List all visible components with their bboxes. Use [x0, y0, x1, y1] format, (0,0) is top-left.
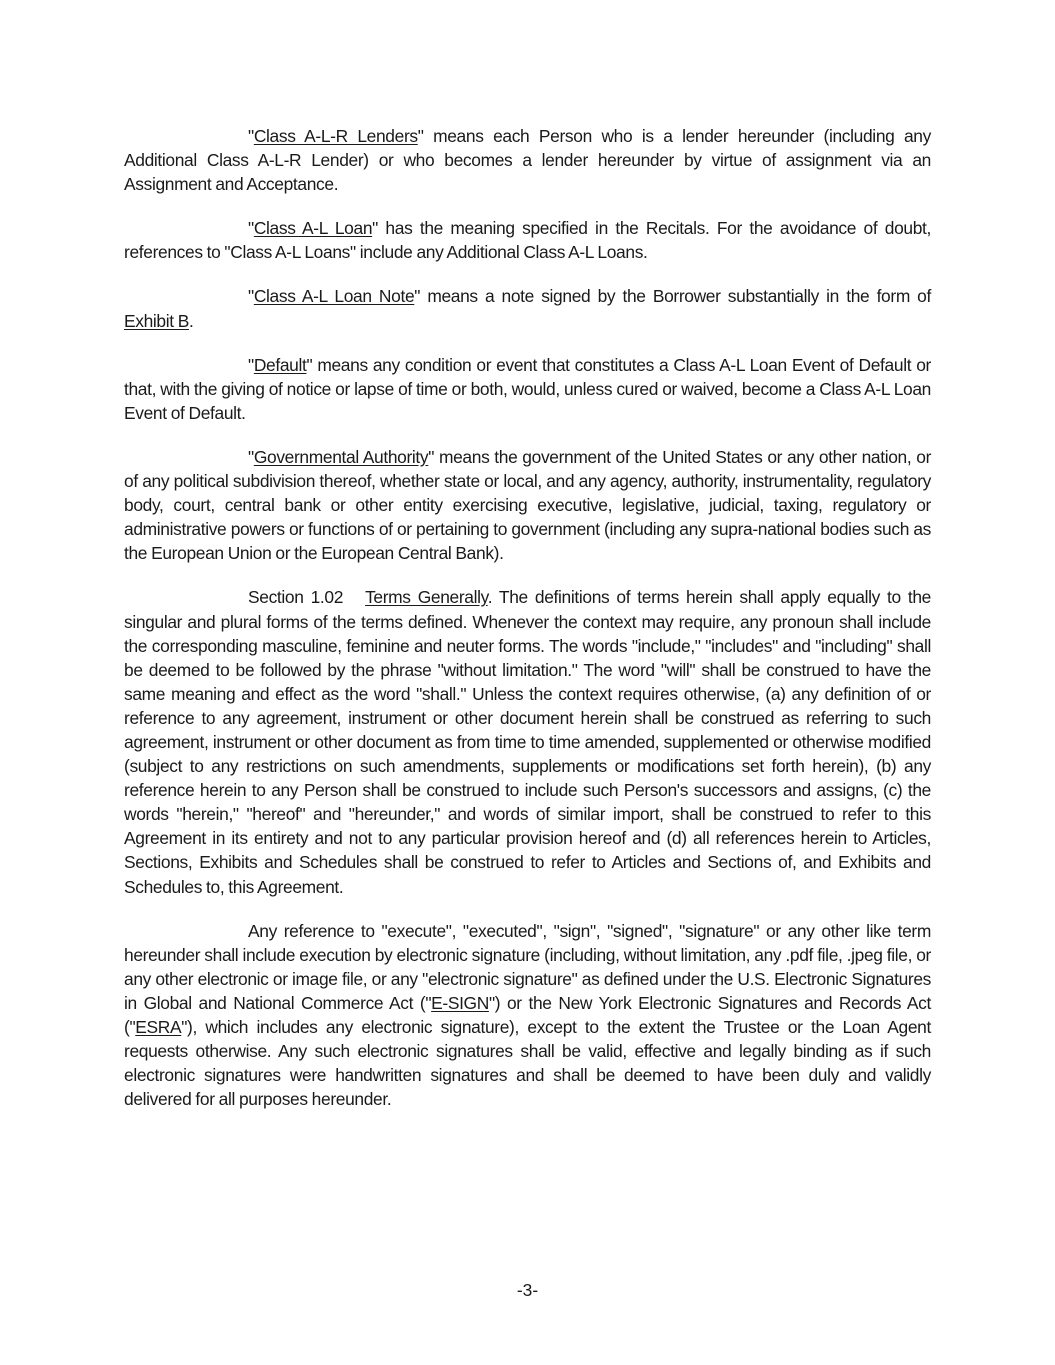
- quote-open: ": [248, 126, 254, 146]
- section-number: Section 1.02: [248, 587, 344, 608]
- definition-tail: .: [188, 310, 194, 331]
- page-number: -3-: [516, 1280, 539, 1300]
- section-body: . The definitions of terms herein shall apply equally to the singular and plural forms of the terms defined. Whenever the context may require, any pronoun shall include the corresponding masculine, feminine and neuter forms. The words "include," "includes" and "including" shall be deemed to be followed by the phrase "without limitation." The word "will" shall be construed to have the same meaning and effect as the word "shall." Unless the context requires otherwise, (a) any definition of or reference to any agreement, instrument or other document herein shall be construed as referring to such agreement, instrument or other document as from time to time amended, supplemented or otherwise modified (subject to any restrictions on such amendments, supplements or modifications set forth herein), (b) any reference herein to any Person shall be construed to include such Person's successors and assigns, (c) the words "herein," "hereof" and "hereunder," and words of similar import, shall be construed to refer to this Agreement in its entirety and not to any particular provision hereof and (d) all references herein to Articles, Sections, Exhibits and Schedules shall be construed to refer to Articles and Sections of, and Exhibits and Schedules to, this Agreement.: [124, 587, 931, 897]
- definition-default: [124, 353, 931, 425]
- definition-governmental-authority: [124, 445, 931, 565]
- defined-term: Class A-L Loan Note: [253, 286, 415, 307]
- section-1-02: [124, 585, 931, 898]
- definition-class-a-l-loan-note: [124, 284, 931, 332]
- definition-class-a-l-loan: [124, 216, 931, 264]
- definition-text: " means any condition or event that constitutes a Class A-L Loan Event of Default or that, with the giving of notice or lapse of time or both, would, unless cured or waived, become a Class A-L Loan Event of Default.: [124, 354, 931, 423]
- defined-term: Governmental Authority: [253, 446, 429, 467]
- esign-text-1: Any reference to "execute", "executed", "sign", "signed", "signature" or any other like term hereunder shall include execution by electronic signature (including, without limitation, any .pdf file, .jpeg file, or any other electronic or image file, or any "electronic signature" as defined under the U.S. Electronic Signatures in Global and National Commerce Act (": [124, 920, 931, 1013]
- exhibit-reference: Exhibit B: [124, 310, 189, 331]
- quote-open: ": [248, 446, 254, 467]
- esign-text-3: "), which includes any electronic signature), except to the extent the Trustee or the Loan Agent requests otherwise. Any such electronic signatures shall be valid, effective and legally binding as if such electronic signatures were handwritten signatures and shall be deemed to have been duly and validly delivered for all purposes hereunder.: [124, 1017, 931, 1110]
- defined-term: Default: [253, 354, 307, 375]
- quote-open: ": [248, 286, 254, 307]
- electronic-signature-paragraph: [124, 919, 931, 1112]
- definition-class-a-l-r-lenders: [124, 124, 931, 196]
- definition-text: " means a note signed by the Borrower substantially in the form of: [414, 286, 931, 307]
- esign-term: E-SIGN: [431, 992, 489, 1013]
- quote-open: ": [248, 218, 254, 239]
- quote-open: ": [248, 354, 254, 375]
- definition-text: " has the meaning specified in the Recitals. For the avoidance of doubt, references to "Class A-L Loans" include any Additional Class A-L Loans.: [124, 218, 931, 263]
- esra-term: ESRA: [135, 1017, 182, 1037]
- definition-text: " means the government of the United States or any other nation, or of any political subdivision thereof, whether state or local, and any agency, authority, instrumentality, regulatory body, court, central bank or other entity exercising executive, legislative, judicial, taxing, regulatory or administrative powers or functions of or pertaining to government (including any supra-national bodies such as the European Union or the European Central Bank).: [124, 446, 932, 564]
- definition-text: " means each Person who is a lender hereunder (including any Additional Class A-L-R Lender) or who becomes a lender hereunder by virtue of assignment via an Assignment and Acceptance.: [124, 126, 931, 195]
- section-title: Terms Generally: [365, 587, 488, 608]
- defined-term: Class A-L-R Lenders: [253, 126, 418, 146]
- esign-text-2: ") or the New York Electronic Signatures and Records Act (": [124, 992, 931, 1037]
- document-page: [124, 124, 931, 1131]
- defined-term: Class A-L Loan: [253, 218, 373, 239]
